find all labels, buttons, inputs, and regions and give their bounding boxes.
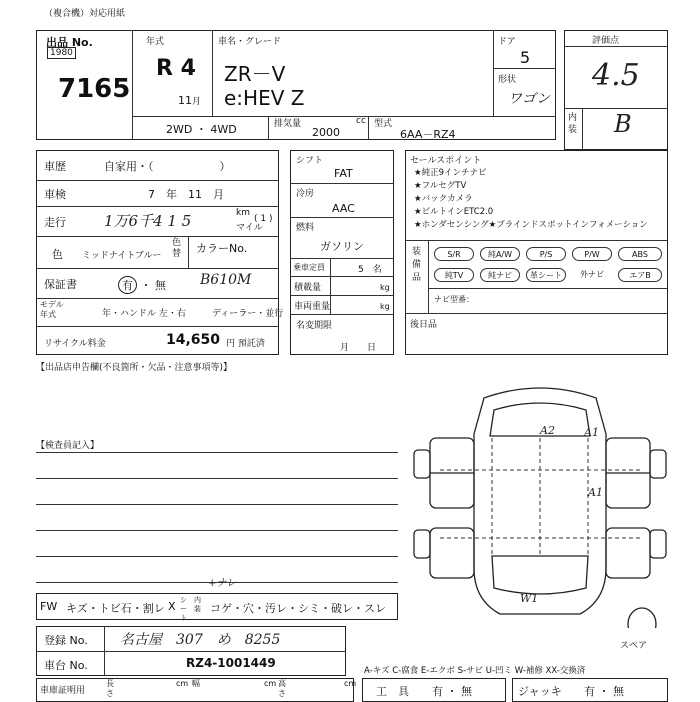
spare-label: スペア <box>620 641 648 651</box>
sales-point-1: ★純正9インチナビ <box>414 168 487 178</box>
equipment-label: 装備品 <box>412 247 422 283</box>
cert-label: 車庫証明用 <box>40 686 86 696</box>
history-label: 車歴 <box>44 160 66 173</box>
equip-external-navi: 外ナビ <box>580 270 604 279</box>
cert-width: 幅 <box>192 679 200 688</box>
fw-label: FW <box>40 600 58 613</box>
registration-label: 登録 No. <box>44 634 88 647</box>
aircon-label: 冷房 <box>296 189 315 199</box>
damage-legend: A-キズ C-腐食 E-エクボ S-サビ U-凹ミ W-補修 XX-交換済 <box>364 666 586 676</box>
cert-width-unit: cm <box>264 679 277 688</box>
inspector-label: 【検査員記入】 <box>36 441 100 451</box>
equip-tv: 純TV <box>434 268 474 282</box>
mark-a2: A2 <box>540 424 555 437</box>
lot-label: 出品 No. <box>46 36 93 49</box>
mileage-unit-km: km <box>236 208 250 218</box>
fw-sheet: シート <box>180 596 187 622</box>
model-grade: e:HEV Z <box>224 86 305 110</box>
fuel-label: 燃料 <box>296 223 315 233</box>
year-value: 4 <box>180 56 196 81</box>
sales-point-5: ★ホンダセンシング★ブラインドスポットインフォメーション <box>414 220 648 230</box>
shape-label: 形状 <box>498 75 517 85</box>
color-value: ミッドナイトブルー <box>82 251 162 261</box>
displacement-unit: cc <box>356 116 366 126</box>
inspection-year: 7 <box>148 188 155 201</box>
color-code-value: B610M <box>200 272 252 288</box>
car-damage-diagram <box>410 378 670 628</box>
fw-interior: 内装 <box>194 596 201 613</box>
lot-stamp: 1980 <box>47 47 76 59</box>
mileage-paren: ( 1 ) <box>254 214 273 224</box>
displacement-value: 2000 <box>312 126 340 139</box>
capacity-value: 5 <box>358 265 364 275</box>
cert-length-unit: cm <box>176 679 189 688</box>
tools-no: 無 <box>461 685 472 698</box>
fuel-value: ガソリン <box>320 240 364 253</box>
shift-label: シフト <box>296 156 324 166</box>
sales-points-label: セールスポイント <box>410 156 482 166</box>
equip-sunroof: S/R <box>434 247 474 261</box>
model-year-label: モデル年式 <box>40 300 64 319</box>
load-unit: kg <box>380 283 390 292</box>
tools-label: 工 具 <box>376 685 409 698</box>
doors-value: 5 <box>520 48 531 67</box>
equip-airbag: エアB <box>618 268 662 282</box>
fw-interior-items: コゲ・穴・汚レ・シミ・破レ・スレ <box>210 602 386 615</box>
equip-navi: 純ナビ <box>480 268 520 282</box>
fw-note: +ナレ <box>208 578 237 589</box>
mileage-unit-mile: マイル <box>236 223 263 233</box>
interior-label: 内装 <box>568 113 578 135</box>
type-code-label: 型式 <box>374 119 393 129</box>
equip-alloy-wheels: 純A/W <box>480 247 520 261</box>
cert-height-unit: cm <box>344 679 357 688</box>
score-label: 評価点 <box>592 36 620 46</box>
navi-model-label: ナビ型番： <box>434 295 474 304</box>
jack-yes: 有 <box>584 685 595 698</box>
color-label: 色 <box>52 248 63 261</box>
load-label: 積載量 <box>294 283 322 293</box>
cert-height: 高さ <box>278 679 286 698</box>
year-month: 11 <box>178 94 192 107</box>
late-items-label: 後日品 <box>410 320 438 330</box>
interior-value: B <box>614 110 632 138</box>
history-value: 自家用・（ ） <box>104 160 231 173</box>
capacity-unit: 名 <box>372 265 382 275</box>
lot-number: 7165 <box>58 74 131 104</box>
equip-abs: ABS <box>618 247 662 261</box>
shift-value: FAT <box>334 167 353 180</box>
type-code-value: 6AA－RZ4 <box>400 128 456 141</box>
chassis-label: 車台 No. <box>44 659 88 672</box>
shape-value: ワゴン <box>508 91 550 107</box>
name-change-day: 日 <box>367 343 377 353</box>
chassis-value: RZ4-1001449 <box>186 656 276 670</box>
jack-no: 無 <box>613 685 624 698</box>
year-month-suffix: 月 <box>192 97 202 107</box>
weight-unit: kg <box>380 302 390 311</box>
year-label: 年式 <box>146 37 165 47</box>
weight-label: 車両重量 <box>294 302 331 312</box>
registration-value: 名古屋 307 め 8255 <box>120 632 281 648</box>
warranty-no: 無 <box>155 279 166 292</box>
fw-x: X <box>168 600 176 613</box>
warranty-label: 保証書 <box>44 278 77 291</box>
aircon-value: AAC <box>332 202 355 215</box>
mark-a1-right: A1 <box>588 486 603 499</box>
recycle-label: リサイクル料金 <box>44 339 106 349</box>
color-code-label: カラーNo. <box>196 242 248 255</box>
form-usage-note: （複合機）対応用紙 <box>44 9 126 19</box>
tools-yes: 有 <box>432 685 443 698</box>
cert-length: 長さ <box>106 679 114 698</box>
doors-label: ドア <box>498 37 516 47</box>
model-name: ZR－V <box>224 62 286 86</box>
model-label: 車名・グレード <box>218 37 282 47</box>
fw-items: キズ・トビ石・割レ <box>66 602 165 615</box>
equip-power-windows: P/W <box>572 247 612 261</box>
equip-leather-seat: 革シート <box>526 268 566 282</box>
capacity-label: 乗車定員 <box>293 263 325 272</box>
mileage-value: 1万6千4 1 5 <box>104 212 192 230</box>
name-change-label: 名変期限 <box>296 321 333 331</box>
dealer-type: ディーラー・並行 <box>212 309 284 319</box>
year-era: R <box>156 56 173 81</box>
warranty-yes: 有 <box>118 276 137 294</box>
inspection-year-unit: 年 <box>166 188 177 201</box>
name-change-month: 月 <box>340 343 350 353</box>
color-swap-label: 色替 <box>172 238 182 259</box>
drive-type: 2WD ・ 4WD <box>166 123 237 136</box>
equip-power-steering: P/S <box>526 247 566 261</box>
jack-label: ジャッキ <box>518 685 562 698</box>
inspection-month-unit: 月 <box>213 188 224 201</box>
sales-point-3: ★バックカメラ <box>414 194 473 204</box>
recycle-value: 14,650 <box>166 332 221 348</box>
declaration-label: 【出品店申告欄(不良箇所・欠品・注意事項等)】 <box>36 363 233 373</box>
sales-point-4: ★ビルトインETC2.0 <box>414 207 494 217</box>
mark-a1-top: A1 <box>584 426 599 439</box>
inspection-label: 車検 <box>44 188 66 201</box>
mark-w1: W1 <box>520 592 539 605</box>
recycle-unit: 円 預託済 <box>226 339 265 349</box>
displacement-label: 排気量 <box>274 119 302 129</box>
inspection-month: 11 <box>188 188 202 201</box>
mileage-label: 走行 <box>44 216 66 229</box>
handle-side: 年・ハンドル 左・右 <box>102 309 186 319</box>
score-value: 4.5 <box>592 58 640 93</box>
sales-point-2: ★フルセグTV <box>414 181 467 191</box>
